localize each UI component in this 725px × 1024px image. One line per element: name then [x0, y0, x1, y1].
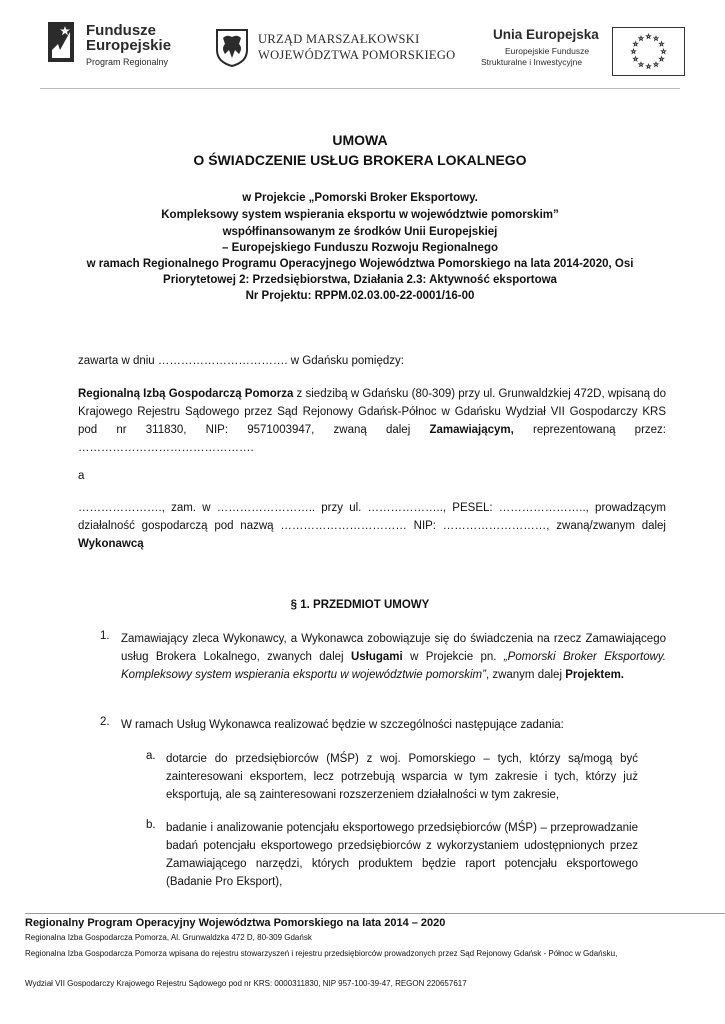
fe-logo-line1: Fundusze	[86, 22, 156, 39]
header-divider	[40, 88, 680, 89]
item2-text: W ramach Usług Wykonawca realizować będzie w szczególności następujące zadania:	[121, 719, 564, 731]
fe-logo-line2: Europejskie	[86, 37, 172, 54]
eu-star-icon	[631, 49, 635, 53]
party2-paragraph	[78, 499, 666, 553]
eu-star-icon	[633, 57, 637, 61]
project-line: Priorytetowej 2: Przedsiębiorstwa, Działania 2.3: Aktywność eksportowa	[163, 274, 557, 286]
party2-role: Wykonawcą	[78, 538, 144, 550]
party1-role: Zamawiającym,	[429, 424, 514, 436]
eu-star-icon	[661, 49, 665, 53]
project-line: współfinansowanym ze środków Unii Europejskiej	[222, 226, 498, 238]
project-line: Kompleksowy system wspierania eksportu w województwie pomorskim”	[161, 209, 559, 221]
ue-line1: Unia Europejska	[493, 27, 599, 42]
party2-text1: …………………., zam. w …………………….. przy ul. ……………….., PESEL: ………………….., prowadzącym działalność gospodarczą pod nazwą …………………………… NIP: ………………………, zwaną/zwanym dalej	[78, 502, 666, 532]
sub-b-number: b.	[146, 819, 156, 831]
item1-b2: Projektem.	[565, 669, 625, 681]
doc-title-line1: UMOWA	[332, 132, 388, 148]
pomorskie-crest-icon	[215, 28, 249, 68]
item1-t1: Zamawiający zleca Wykonawcy, a Wykonawca zobowiązuje się do świadczenia na rzecz Zamawiającego usług Brokera Lokalnego, zwanych dalej	[121, 633, 666, 663]
item1-project-name: „Pomorski Broker Eksportowy. Kompleksowy system wspierania eksportu w województwie pomorskim”	[121, 651, 667, 681]
party1-text1: z siedzibą w Gdańsku (80-309) przy ul. Grunwaldzkiej 472D, wpisaną do Krajowego Rejestru Sądowego przez Sąd Rejonowy Gdańsk-Północ w Gdańsku Wydział VII Gospodarczy KRS pod nr 311830, NIP: 9571003947, zwaną dalej	[78, 388, 667, 436]
party1-text2: reprezentowaną przez: ……………………………………….	[78, 424, 666, 454]
doc-title-line2: O ŚWIADCZENIE USŁUG BROKERA LOKALNEGO	[193, 152, 527, 168]
party1-paragraph	[78, 385, 666, 457]
fundusze-europejskie-logo-mark	[46, 20, 76, 64]
sub-a-number: a.	[146, 750, 156, 762]
sub-a-text: dotarcie do przedsiębiorców (MŚP) z woj. Pomorskiego – tych, którzy są/mogą być zainteresowani eksportem, lecz potrzebują wsparcia w tym zakresie i tych, którzy już eksportują, ale są zainteresowani rozszerzeniem działalności w tym zakresie,	[166, 753, 638, 801]
ue-line2: Europejskie Fundusze	[505, 46, 590, 56]
project-line: – Europejskiego Funduszu Rozwoju Regionalnego	[221, 242, 498, 254]
eu-flag-icon	[612, 27, 685, 76]
eu-star-icon	[654, 62, 658, 66]
and-word: a	[78, 470, 85, 482]
footer-address: Regionalna Izba Gospodarcza Pomorza, Al. Grunwaldzka 472 D, 80-309 Gdańsk	[25, 933, 312, 942]
item1-b1: Usługami	[350, 651, 403, 663]
section1-heading: § 1. PRZEDMIOT UMOWY	[290, 599, 430, 611]
party1-name: Regionalną Izbą Gospodarczą Pomorza	[78, 388, 294, 400]
eu-star-icon	[639, 62, 643, 66]
sub-b-text: badanie i analizowanie potencjału eksportowego przedsiębiorców (MŚP) – przeprowadzanie badań potencjału eksportowego przedsiębiorców z wykorzystaniem udostępnionych przez Zamawiającego narzędzi, których produktem będzie raport potencjału eksportowego (Badanie Pro Eksport),	[166, 822, 638, 888]
urzad-line2: WOJEWÓDZTWA POMORSKIEGO	[258, 48, 456, 62]
project-number: Nr Projektu: RPPM.02.03.00-22-0001/16-00	[245, 290, 475, 302]
item1-text	[121, 630, 666, 684]
eu-star-icon	[659, 42, 663, 46]
eu-star-icon	[654, 36, 658, 40]
item1-t3: , zwanym dalej	[485, 669, 566, 681]
footer-krs: Wydział VII Gospodarczy Krajowego Rejestru Sądowego pod nr KRS: 0000311830, NIP 957-100-39-47, REGON 220657617	[25, 979, 467, 988]
ue-line3: Strukturalne i Inwestycyjne	[481, 57, 583, 67]
footer-registry: Regionalna Izba Gospodarcza Pomorza wpisana do rejestru stowarzyszeń i rejestru przedsiębiorców prowadzonych przez Sąd Rejonowy Gdańsk - Północ w Gdańsku,	[25, 949, 618, 958]
project-line: w ramach Regionalnego Programu Operacyjnego Województwa Pomorskiego na lata 2014-2020, Osi	[86, 258, 634, 270]
footer-program: Regionalny Program Operacyjny Województwa Pomorskiego na lata 2014 – 2020	[25, 917, 446, 929]
footer-divider	[25, 913, 725, 914]
intro-line: zawarta w dniu ……………………………. w Gdańsku pomiędzy:	[78, 355, 404, 367]
eu-star-icon	[646, 34, 650, 38]
urzad-line1: URZĄD MARSZAŁKOWSKI	[258, 32, 420, 46]
fe-logo-line3: Program Regionalny	[86, 57, 169, 67]
eu-star-icon	[659, 57, 663, 61]
eu-star-icon	[639, 36, 643, 40]
eu-star-icon	[633, 42, 637, 46]
item1-number: 1.	[100, 630, 110, 642]
project-line: w Projekcie „Pomorski Broker Eksportowy.	[242, 192, 478, 204]
item2-number: 2.	[100, 716, 110, 728]
item1-t2: w Projekcie pn.	[402, 651, 504, 663]
eu-star-icon	[646, 64, 650, 68]
